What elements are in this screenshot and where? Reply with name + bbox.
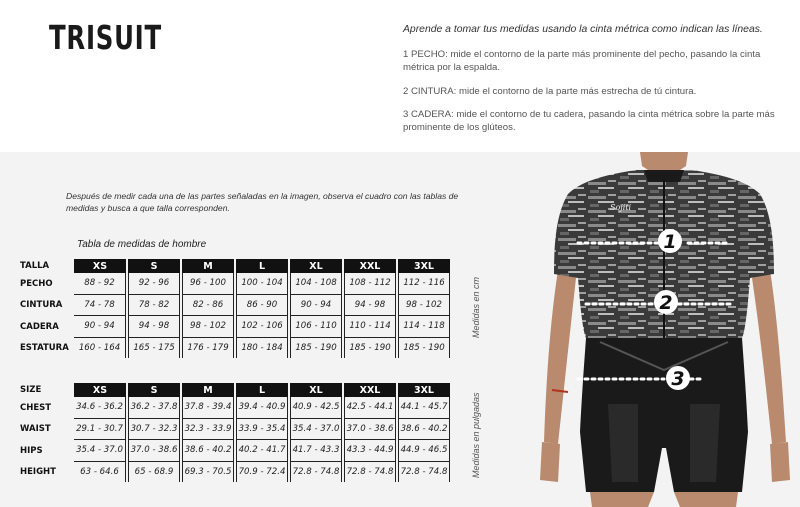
row-label: CHEST <box>20 402 52 413</box>
row-label: CINTURA <box>20 300 63 311</box>
table-cell: 98 - 102 <box>398 295 450 317</box>
table-cell: 63 - 64.6 <box>74 462 126 483</box>
table-cell: 102 - 106 <box>236 316 288 338</box>
size-header: M <box>182 383 234 397</box>
table-cell: 42.5 - 44.1 <box>344 397 396 419</box>
table-cell: 35.4 - 37.0 <box>74 440 126 462</box>
table-cell: 180 - 184 <box>236 338 288 359</box>
suit-shorts <box>580 338 748 507</box>
size-header: S <box>128 383 180 397</box>
table-cell: 92 - 96 <box>128 273 180 295</box>
size-table-inches <box>18 383 452 482</box>
size-header: XXL <box>344 383 396 397</box>
table-cell: 78 - 82 <box>128 295 180 317</box>
table-corner-label: TALLA <box>20 261 50 271</box>
table-cell: 32.3 - 33.9 <box>182 419 234 441</box>
size-header: XL <box>290 383 342 397</box>
table-cell: 94 - 98 <box>344 295 396 317</box>
table-cell: 39.4 - 40.9 <box>236 397 288 419</box>
table-caption: Tabla de medidas de hombre <box>77 239 207 250</box>
table-cell: 74 - 78 <box>74 295 126 317</box>
row-label: ESTATURA <box>20 342 69 353</box>
table-cell: 72.8 - 74.8 <box>290 462 342 483</box>
table-cell: 69.3 - 70.5 <box>182 462 234 483</box>
size-header: S <box>128 259 180 273</box>
trisuit-figure <box>528 152 800 507</box>
table-cell: 44.1 - 45.7 <box>398 397 450 419</box>
table-corner-label: SIZE <box>20 385 42 395</box>
table-cell: 110 - 114 <box>344 316 396 338</box>
table-cell: 38.6 - 40.2 <box>398 419 450 441</box>
table-row <box>20 316 450 338</box>
table-cell: 104 - 108 <box>290 273 342 295</box>
table-cell: 33.9 - 35.4 <box>236 419 288 441</box>
table-cell: 86 - 90 <box>236 295 288 317</box>
table-cell: 90 - 94 <box>74 316 126 338</box>
table-cell: 30.7 - 32.3 <box>128 419 180 441</box>
table-cell: 165 - 175 <box>128 338 180 359</box>
table-cell: 185 - 190 <box>344 338 396 359</box>
table-cell: 40.2 - 41.7 <box>236 440 288 462</box>
size-header: L <box>236 383 288 397</box>
table-cell: 108 - 112 <box>344 273 396 295</box>
table-cell: 43.3 - 44.9 <box>344 440 396 462</box>
row-label: WAIST <box>20 424 51 435</box>
table-cell: 114 - 118 <box>398 316 450 338</box>
size-table-cm <box>18 259 452 358</box>
table-cell: 65 - 68.9 <box>128 462 180 483</box>
table-cell: 34.6 - 36.2 <box>74 397 126 419</box>
table-cell: 37.0 - 38.6 <box>344 419 396 441</box>
intro-text: Después de medir cada una de las partes señaladas en la imagen, observa el cuadro con las tablas de medidas y busca a que talla corresponden. <box>66 191 459 213</box>
table-cell: 106 - 110 <box>290 316 342 338</box>
size-header: XS <box>74 259 126 273</box>
table-cell: 96 - 100 <box>182 273 234 295</box>
instruction-waist: 2 CINTURA: mide el contorno de la parte más estrecha de tú cintura. <box>403 86 697 97</box>
row-label: CADERA <box>20 321 59 332</box>
side-label-cm: Medidas en cm <box>471 276 481 338</box>
table-cell: 185 - 190 <box>398 338 450 359</box>
table-row <box>20 397 450 419</box>
size-header: XL <box>290 259 342 273</box>
instructions-section <box>0 0 800 152</box>
size-header: M <box>182 259 234 273</box>
marker-1: 1 <box>663 231 677 253</box>
size-header: L <box>236 259 288 273</box>
table-cell: 29.1 - 30.7 <box>74 419 126 441</box>
marker-3: 3 <box>671 368 685 390</box>
table-row <box>20 273 450 295</box>
brand-mark: Sojiti <box>610 203 632 212</box>
table-row <box>20 338 450 359</box>
table-cell: 35.4 - 37.0 <box>290 419 342 441</box>
table-cell: 40.9 - 42.5 <box>290 397 342 419</box>
table-row <box>20 440 450 462</box>
size-header: 3XL <box>398 383 450 397</box>
row-label: HIPS <box>20 445 43 456</box>
instruction-chest: 1 PECHO: mide el contorno de la parte más prominente del pecho, pasando la cinta métrica por la espalda. <box>403 49 761 73</box>
table-cell: 37.0 - 38.6 <box>128 440 180 462</box>
table-header-row <box>20 383 450 397</box>
table-cell: 88 - 92 <box>74 273 126 295</box>
page-title: TRISUIT <box>49 18 162 57</box>
table-cell: 72.8 - 74.8 <box>344 462 396 483</box>
table-row <box>20 419 450 441</box>
table-cell: 176 - 179 <box>182 338 234 359</box>
size-header: XS <box>74 383 126 397</box>
table-header-row <box>20 259 450 273</box>
table-cell: 100 - 104 <box>236 273 288 295</box>
table-row <box>20 295 450 317</box>
row-label: PECHO <box>20 278 53 289</box>
marker-2: 2 <box>659 292 673 314</box>
table-row <box>20 462 450 483</box>
table-cell: 94 - 98 <box>128 316 180 338</box>
table-cell: 98 - 102 <box>182 316 234 338</box>
table-cell: 36.2 - 37.8 <box>128 397 180 419</box>
row-label: HEIGHT <box>20 466 56 477</box>
table-cell: 37.8 - 39.4 <box>182 397 234 419</box>
table-cell: 72.8 - 74.8 <box>398 462 450 483</box>
table-cell: 112 - 116 <box>398 273 450 295</box>
table-cell: 160 - 164 <box>74 338 126 359</box>
table-cell: 185 - 190 <box>290 338 342 359</box>
table-cell: 38.6 - 40.2 <box>182 440 234 462</box>
instruction-hip: 3 CADERA: mide el contorno de tu cadera, pasando la cinta métrica sobre la parte más prominente de los glúteos. <box>403 109 775 133</box>
size-header: XXL <box>344 259 396 273</box>
table-cell: 70.9 - 72.4 <box>236 462 288 483</box>
instructions-lead: Aprende a tomar tus medidas usando la cinta métrica como indican las líneas. <box>403 24 763 35</box>
table-cell: 82 - 86 <box>182 295 234 317</box>
table-cell: 90 - 94 <box>290 295 342 317</box>
table-cell: 44.9 - 46.5 <box>398 440 450 462</box>
side-label-inches: Medidas en pulgadas <box>471 392 481 478</box>
table-cell: 41.7 - 43.3 <box>290 440 342 462</box>
size-header: 3XL <box>398 259 450 273</box>
